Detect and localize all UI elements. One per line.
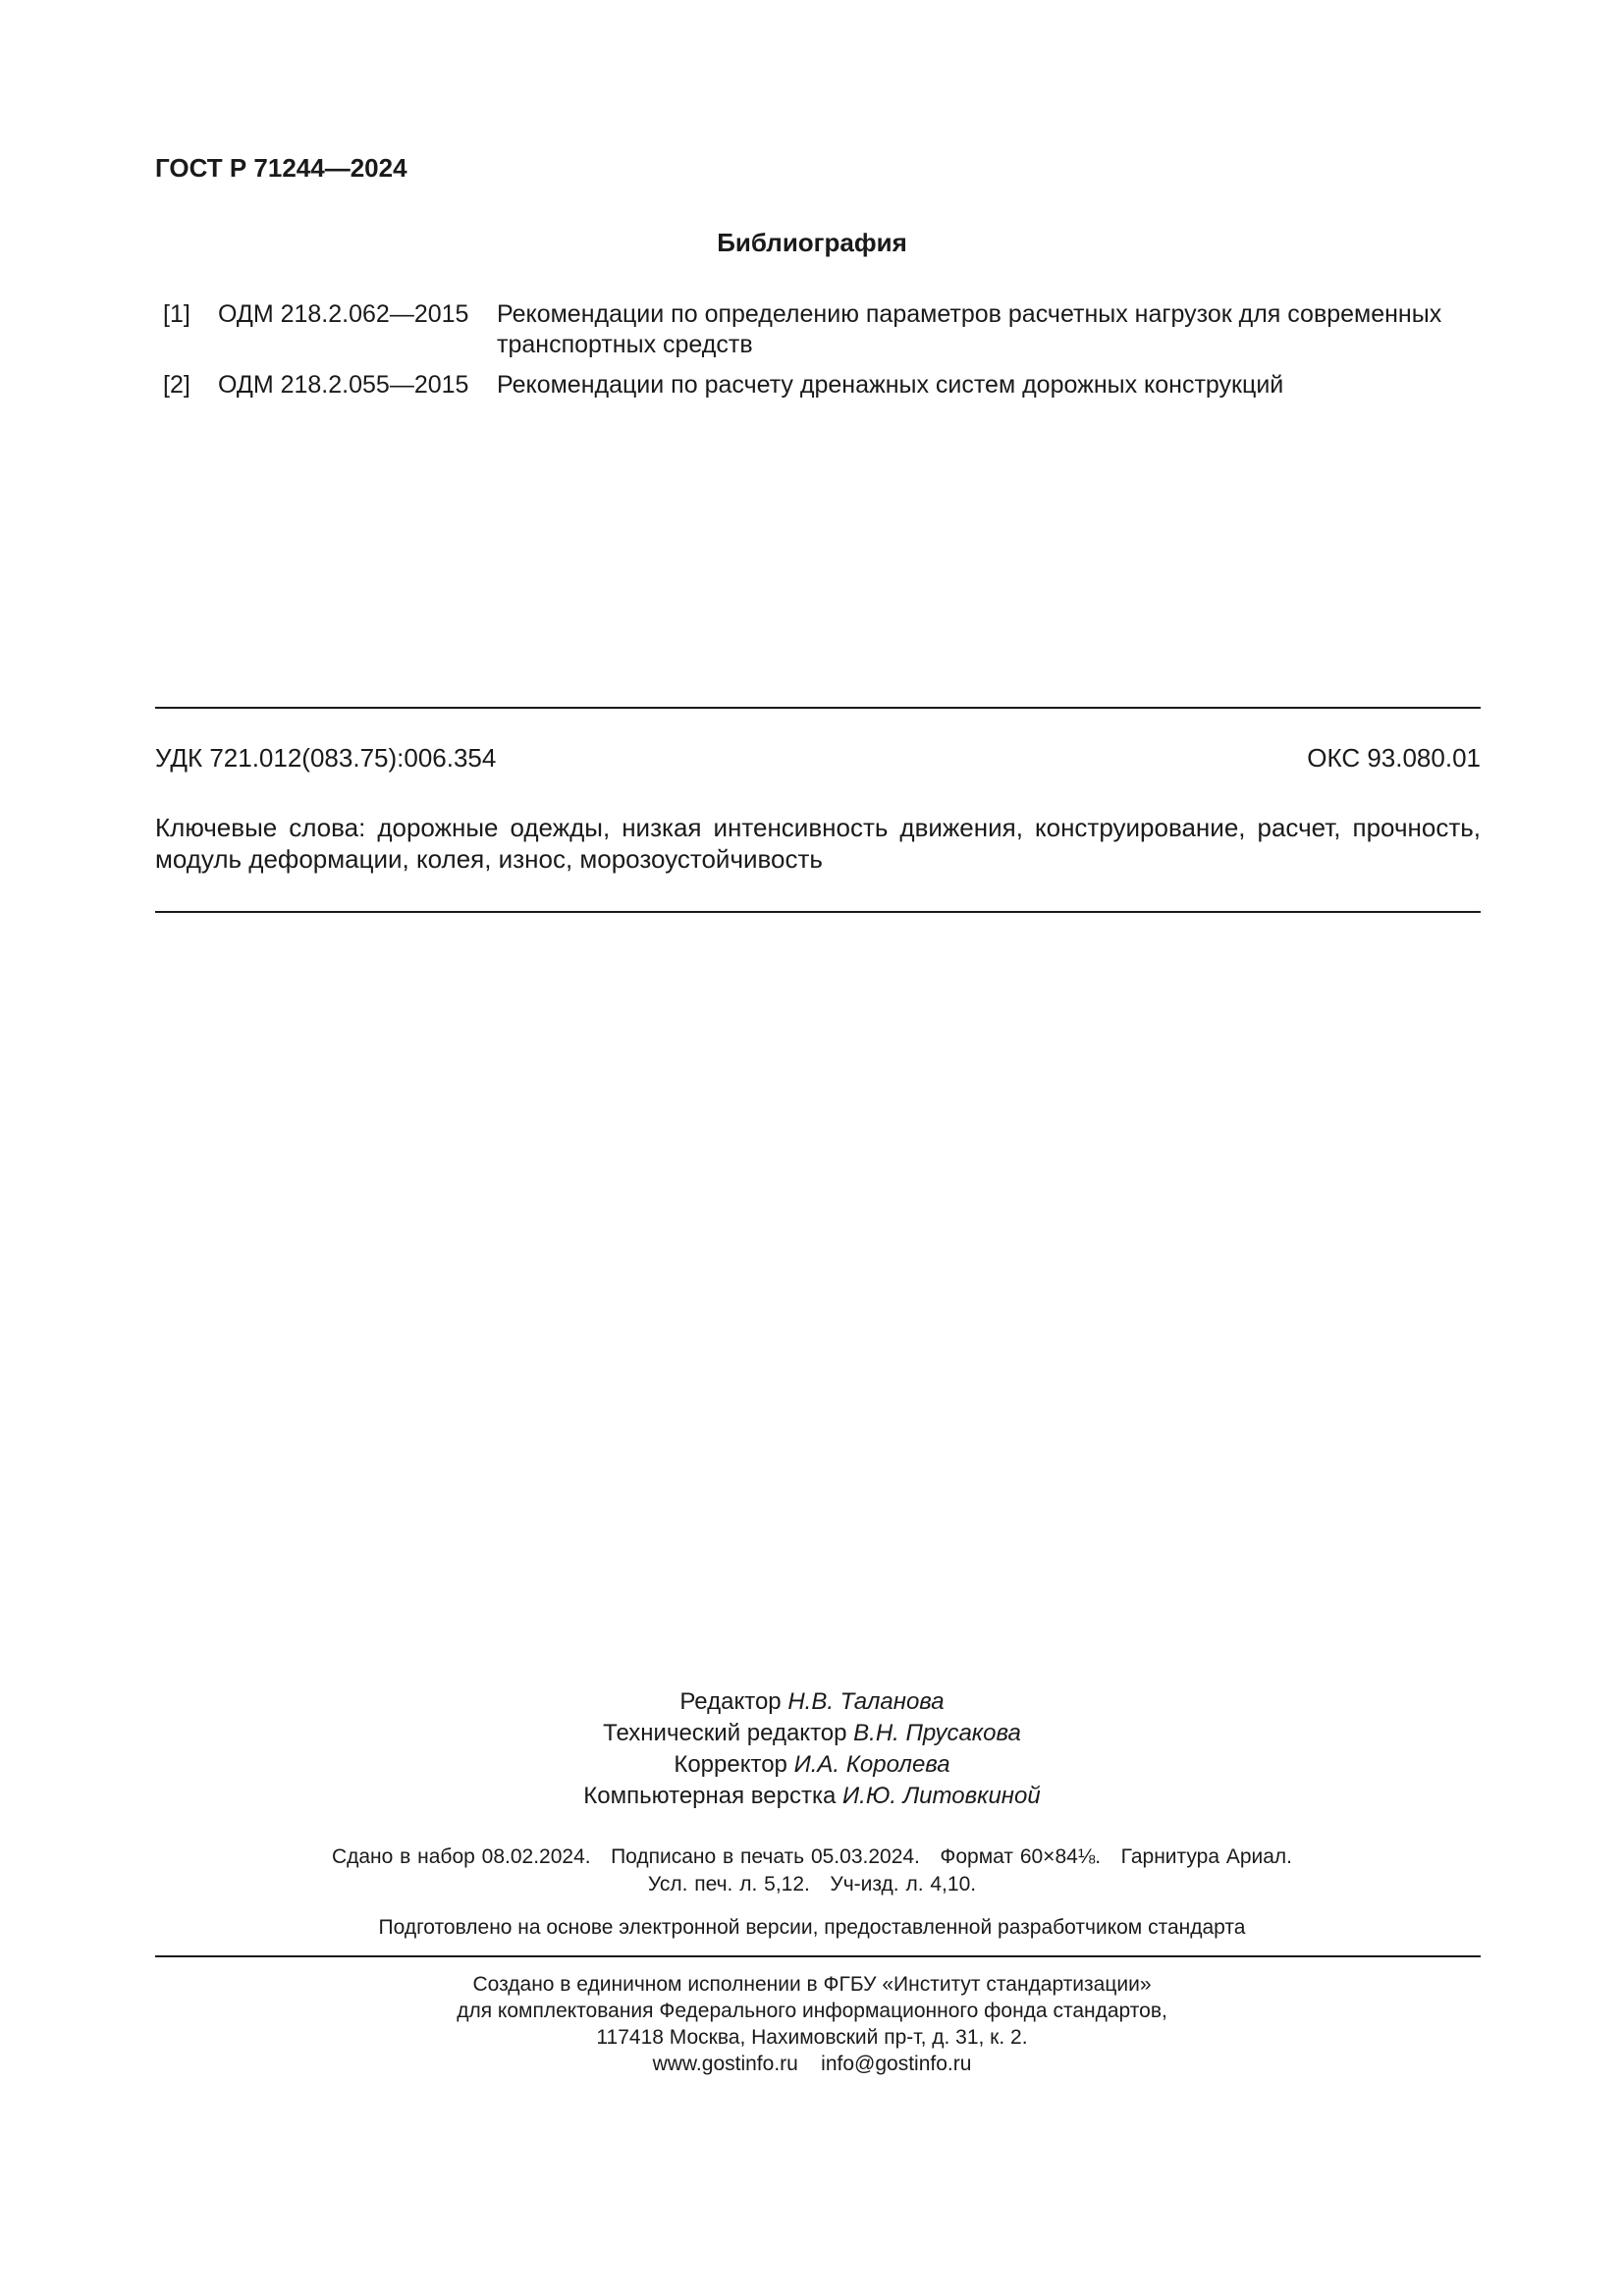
keywords: Ключевые слова: дорожные одежды, низкая интенсивность движения, конструирование, расчет, прочность, модуль деформации, колея, износ, морозоустойчивость (155, 813, 1481, 874)
bibliography-item (163, 299, 1479, 360)
bibliography-item-number: [1] (163, 300, 190, 328)
prepared-note: Подготовлено на основе электронной версии, предоставленной разработчиком стандарта (378, 1916, 1246, 1939)
publisher-info (0, 1971, 1624, 2077)
bibliography-item-number: [2] (163, 371, 190, 399)
credit-name: И.Ю. Литовкиной (842, 1783, 1041, 1809)
credit-role: Компьютерная верстка (583, 1783, 837, 1809)
credit-name: В.Н. Прусакова (853, 1720, 1021, 1746)
editorial-credits (0, 1686, 1624, 1812)
publisher-line: 117418 Москва, Нахимовский пр-т, д. 31, к. 2. (596, 2026, 1028, 2049)
print-info-line: Сдано в набор 08.02.2024. Подписано в печать 05.03.2024. Формат 60×84⅛. Гарнитура Ариал. (331, 1845, 1293, 1868)
divider (155, 1955, 1481, 1957)
publisher-line: для комплектования Федерального информационного фонда стандартов, (457, 2000, 1167, 2022)
divider (155, 707, 1481, 709)
bibliography-item (163, 370, 1479, 400)
standard-code: ГОСТ Р 71244—2024 (155, 153, 407, 183)
credit-role: Технический редактор (603, 1720, 847, 1746)
bibliography-item-text: Рекомендации по определению параметров расчетных нагрузок для современных транспортных средств (497, 300, 1442, 358)
bibliography-item-code: ОДМ 218.2.055—2015 (218, 371, 469, 399)
udk-code: УДК 721.012(083.75):006.354 (155, 743, 497, 773)
bibliography-item-text: Рекомендации по расчету дренажных систем дорожных конструкций (497, 371, 1284, 399)
print-info-line: Усл. печ. л. 5,12. Уч-изд. л. 4,10. (647, 1873, 977, 1896)
credit-line (0, 1749, 1624, 1781)
oks-code: ОКС 93.080.01 (1307, 743, 1481, 773)
divider (155, 911, 1481, 913)
credit-name: И.А. Королева (793, 1751, 950, 1778)
credit-role: Корректор (674, 1751, 787, 1778)
publisher-line: Создано в единичном исполнении в ФГБУ «Институт стандартизации» (472, 1973, 1152, 1996)
credit-line (0, 1686, 1624, 1718)
credit-role: Редактор (679, 1688, 782, 1715)
bibliography-list (163, 299, 1479, 410)
publisher-contacts: www.gostinfo.ru info@gostinfo.ru (652, 2053, 972, 2075)
bibliography-title: Библиография (717, 228, 907, 257)
print-info (0, 1843, 1624, 1898)
bibliography-item-code: ОДМ 218.2.062—2015 (218, 300, 469, 328)
credit-name: Н.В. Таланова (787, 1688, 945, 1715)
credit-line (0, 1718, 1624, 1749)
credit-line (0, 1781, 1624, 1812)
